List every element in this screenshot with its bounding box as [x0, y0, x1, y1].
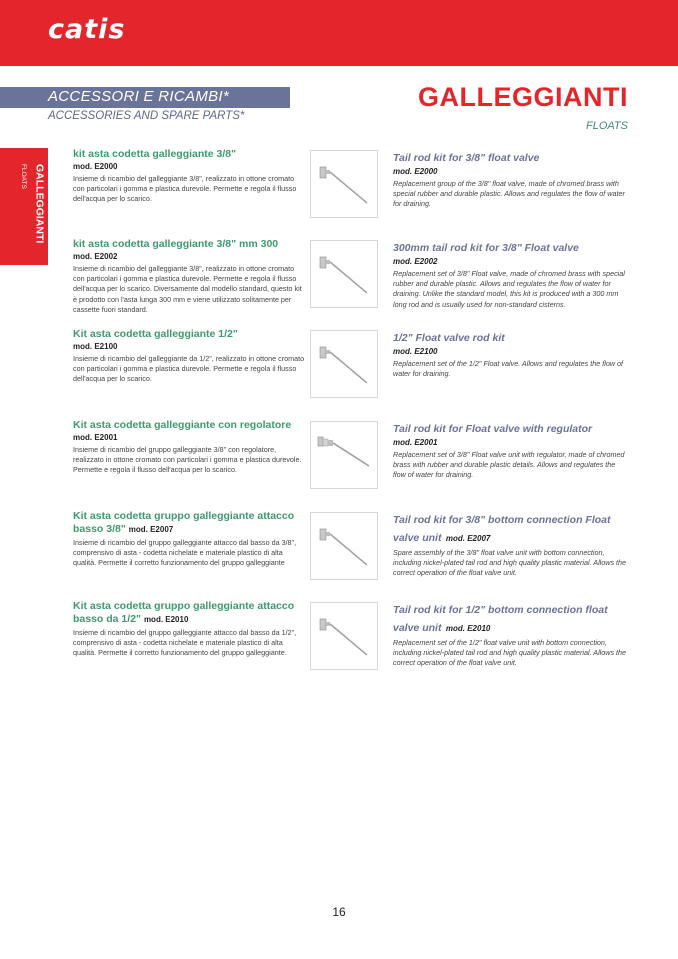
product-it-title: Kit asta codetta gruppo galleggiante attacco basso da 1/2" [73, 600, 295, 625]
product-row [0, 148, 678, 238]
product-row [0, 600, 678, 690]
product-it-model: mod. E2010 [143, 615, 189, 624]
product-it-model: mod. E2000 [73, 162, 118, 171]
product-en-model: mod. E2002 [393, 257, 438, 266]
product-it-desc: Insieme di ricambio del gruppo galleggiante attacco dal basso da 1/2", comprensivo di asta - codetta nichelate e materiale plastico di alta qualità. Permette il corretto funzionamento del gruppo galleggiante. [73, 628, 297, 658]
product-en-title: Tail rod kit for 3/8" bottom connection Float valve unit [393, 514, 611, 544]
tail-rod-kit-regulator-image [310, 421, 378, 489]
product-en-desc: Replacement set of 3/8" Float valve unit with regulator, made of chromed brass with rubber and durable plastic details. Allows and regulates the flow of water for draining. [393, 450, 625, 480]
product-it-block [73, 419, 305, 476]
product-row [0, 238, 678, 328]
product-it-block [73, 328, 305, 385]
side-tab-main: GALLEGGIANTI [33, 164, 46, 244]
product-row [0, 419, 678, 509]
product-en-desc: Replacement set of the 1/2" float valve unit with bottom connection, including nickel-plated tail rod and high quality plastic material. Allows the correct operation of the float valve unit. [393, 638, 627, 668]
product-en-block [393, 510, 629, 579]
tail-rod-kit-image [310, 512, 378, 580]
product-it-title: Kit asta codetta galleggiante 1/2" [73, 328, 238, 340]
section-subtitle: FLOATS [586, 120, 628, 132]
page-number: 16 [332, 905, 346, 919]
product-en-block [393, 238, 629, 310]
product-en-desc: Replacement set of the 1/2" Float valve. Allows and regulates the flow of water for draining. [393, 359, 624, 379]
product-it-model: mod. E2001 [73, 433, 118, 442]
product-en-title: Tail rod kit for Float valve with regulator [393, 423, 593, 435]
product-it-title: kit asta codetta galleggiante 3/8" mm 300 [73, 238, 279, 250]
category-title: ACCESSORI E RICAMBI* [48, 88, 230, 105]
product-en-title: 300mm tail rod kit for 3/8" Float valve [393, 242, 579, 254]
tail-rod-kit-image [310, 602, 378, 670]
product-it-title: kit asta codetta galleggiante 3/8" [73, 148, 237, 160]
tail-rod-kit-image [310, 150, 378, 218]
product-en-title: Tail rod kit for 3/8" float valve [393, 152, 540, 164]
product-en-title: 1/2" Float valve rod kit [393, 332, 505, 344]
product-it-desc: Insieme di ricambio del galleggiante da 1/2", realizzato in ottone cromato con particolari i gomma e plastica durevole. Permette e regola il flusso dell'acqua per lo scarico. [73, 354, 305, 384]
product-it-model: mod. E2100 [73, 342, 118, 351]
product-en-model: mod. E2000 [393, 167, 438, 176]
product-it-desc: Insieme di ricambio del gruppo galleggiante 3/8" con regolatore, realizzato in ottone cromato con particolari i gomma e plastica durevole. Permette e regola il flusso dell'acqua per lo scarico. [73, 445, 302, 475]
product-en-desc: Replacement group of the 3/8" float valve, made of chromed brass with special rubber and durable plastic. Allows and regulates the flow of water for draining. [393, 179, 625, 209]
product-it-title: Kit asta codetta galleggiante con regolatore [73, 419, 292, 431]
product-it-block [73, 600, 305, 659]
product-row [0, 510, 678, 600]
product-it-desc: Insieme di ricambio del gruppo galleggiante attacco dal basso da 3/8", comprensivo di asta - codetta nichelate e materiale plastico di alta qualità. Permette il corretto funzionamento del gruppo galleggiante [73, 538, 297, 568]
product-it-model: mod. E2007 [128, 525, 174, 534]
product-it-model: mod. E2002 [73, 252, 118, 261]
product-it-block [73, 510, 305, 569]
product-en-model: mod. E2100 [393, 347, 438, 356]
product-en-block [393, 600, 629, 669]
product-it-desc: Insieme di ricambio del galleggiante 3/8", realizzato in ottone cromato con particolari i gomma e plastica durevole. Permette e regola il flusso dell'acqua per lo scarico. [73, 174, 297, 204]
product-en-block [393, 148, 629, 210]
product-row [0, 328, 678, 418]
brand-logo: catis [48, 14, 126, 45]
product-it-block [73, 238, 305, 315]
product-en-model: mod. E2007 [445, 534, 491, 543]
section-title: GALLEGGIANTI [418, 82, 628, 112]
product-en-desc: Replacement set of 3/8" Float valve, made of chromed brass with special rubber and durable plastic. Allows and regulates the flow of water for draining. Unlike the standard model, this kit is produced with a 300 mm long rod and is usually used for non-standard cisterns. [393, 269, 625, 309]
product-it-block [73, 148, 305, 205]
product-en-block [393, 419, 629, 481]
side-tab-sub: FLOATS [19, 164, 27, 189]
tail-rod-kit-image [310, 240, 378, 308]
product-it-desc: Insieme di ricambio del galleggiante 3/8", realizzato in ottone cromato con particolari i gomma e plastica durevole. Permette e regola il flusso dell'acqua per lo scarico. Diversamente dal modello standard, questo kit è prodotto con l'asta lunga 300 mm e viene utilizzato solitamente per cassette fuori standard. [73, 264, 302, 314]
product-en-model: mod. E2010 [445, 624, 491, 633]
product-en-desc: Spare assembly of the 3/8" float valve unit with bottom connection, including nickel-plated tail rod and high quality plastic material. Allows the correct operation of the float valve unit. [393, 548, 627, 578]
product-en-block [393, 328, 629, 379]
tail-rod-kit-image [310, 330, 378, 398]
category-subtitle: ACCESSORIES AND SPARE PARTS* [48, 110, 245, 122]
product-it-title: Kit asta codetta gruppo galleggiante attacco basso 3/8" [73, 510, 295, 535]
product-en-model: mod. E2001 [393, 438, 438, 447]
product-en-title: Tail rod kit for 1/2" bottom connection float valve unit [393, 604, 608, 634]
